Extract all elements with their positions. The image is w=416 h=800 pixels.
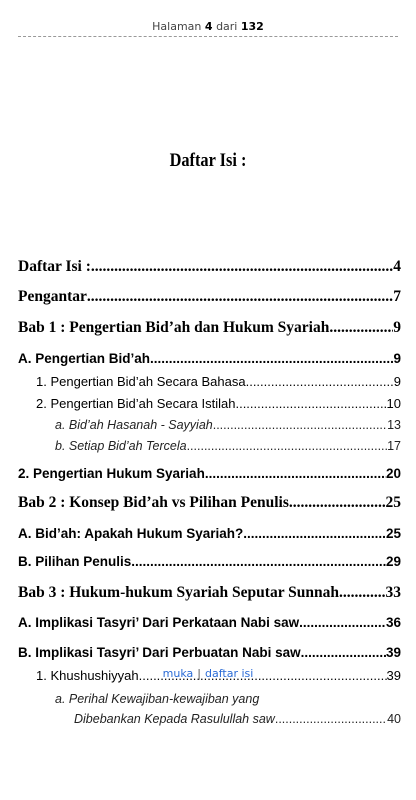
toc-entry-page: 7 (393, 288, 401, 305)
toc-entry-label: Daftar Isi : (18, 258, 91, 275)
toc-entry-bab-2[interactable] (18, 494, 401, 516)
toc-entry-page: 25 (385, 494, 401, 511)
current-page-number: 4 (204, 20, 213, 33)
toc-entry-section-a[interactable] (18, 351, 401, 373)
toc-dot-leader (246, 374, 394, 389)
toc-entry-section[interactable] (18, 526, 401, 548)
footer-separator: | (197, 667, 201, 680)
toc-entry-label: Bab 3 : Hukum-hukum Syariah Seputar Sunnah (18, 584, 340, 601)
toc-entry-label: B. Pilihan Penulis (18, 554, 132, 569)
toc-entry-page: 39 (386, 668, 401, 683)
toc-entry-page: 20 (385, 466, 401, 481)
page-label: Halaman (152, 20, 202, 33)
toc-entry-label: 2. Pengertian Bid’ah Secara Istilah (36, 396, 236, 411)
toc-entry-section[interactable] (18, 554, 401, 576)
toc-dot-leader (187, 439, 388, 453)
toc-dot-leader (299, 615, 386, 630)
toc-entry-subsubsection-first-line[interactable]: a. Perihal Kewajiban-kewajiban yang (55, 692, 260, 706)
total-pages-number: 132 (240, 20, 264, 33)
toc-entry-page: 40 (387, 712, 401, 726)
page-title: Daftar Isi : (169, 150, 247, 171)
toc-entry-subsubsection[interactable] (74, 712, 401, 734)
toc-entry-page: 9 (393, 319, 401, 336)
toc-dot-leader (275, 712, 387, 726)
toc-entry-page: 36 (385, 615, 401, 630)
toc-dot-leader (205, 466, 386, 481)
toc-entry-label: B. Implikasi Tasyri’ Dari Perbuatan Nabi saw (18, 645, 301, 660)
toc-entry-label: A. Implikasi Tasyri’ Dari Perkataan Nabi saw (18, 615, 300, 630)
toc-dot-leader (213, 418, 387, 432)
toc-dot-leader (91, 258, 393, 276)
toc-entry-label: Bab 2 : Konsep Bid’ah vs Pilihan Penulis (18, 494, 289, 511)
toc-entry-label: Bab 1 : Pengertian Bid’ah dan Hukum Syariah (18, 319, 330, 336)
header-divider (18, 36, 398, 37)
toc-entry-label: b. Setiap Bid’ah Tercela (55, 439, 187, 453)
toc-dot-leader (243, 526, 386, 541)
toc-entry-label: 1. Pengertian Bid’ah Secara Bahasa (36, 374, 246, 389)
toc-entry-label: A. Bid’ah: Apakah Hukum Syariah? (18, 526, 244, 541)
toc-entry-page: 29 (385, 554, 401, 569)
toc-entry-pengantar[interactable] (18, 288, 401, 310)
toc-entry-label-continuation: Dibebankan Kepada Rasulullah saw (74, 712, 275, 726)
toc-entry-page: 39 (385, 645, 401, 660)
page-header (0, 20, 416, 33)
toc-entry-page: 9 (393, 374, 401, 389)
toc-dot-leader (329, 319, 393, 337)
page-of-label: dari (216, 20, 238, 33)
toc-entry-subsection[interactable] (36, 374, 401, 396)
toc-entry-page: 17 (387, 439, 401, 453)
toc-entry-label: a. Bid’ah Hasanah - Sayyiah (55, 418, 213, 432)
toc-entry-daftar-isi[interactable] (18, 258, 401, 280)
toc-entry-section[interactable] (18, 466, 401, 488)
page-footer (0, 667, 416, 680)
toc-entry-bab-1[interactable] (18, 319, 401, 341)
toc-entry-label: 2. Pengertian Hukum Syariah (18, 466, 205, 481)
toc-entry-section[interactable] (18, 615, 401, 637)
toc-entry-subsection[interactable] (36, 396, 401, 418)
toc-dot-leader (87, 288, 393, 306)
toc-entry-page: 4 (393, 258, 401, 275)
toc-entry-page: 33 (385, 584, 401, 601)
toc-entry-subsubsection[interactable] (55, 418, 401, 440)
toc-entry-label: A. Pengertian Bid’ah (18, 351, 151, 366)
toc-entry-bab-3[interactable] (18, 584, 401, 606)
toc-dot-leader (339, 584, 385, 602)
toc-entry-section[interactable] (18, 645, 401, 667)
toc-dot-leader (235, 396, 386, 411)
toc-entry-page: 25 (385, 526, 401, 541)
toc-entry-subsubsection[interactable] (55, 439, 401, 461)
toc-entry-label: 1. Khushushiyyah (36, 668, 139, 683)
toc-entry-label: Pengantar (18, 288, 87, 305)
toc-dot-leader (150, 351, 393, 366)
toc-dot-leader (131, 554, 386, 569)
muka-link[interactable]: muka (162, 667, 194, 680)
toc-entry-page: 10 (386, 396, 401, 411)
toc-dot-leader (301, 645, 386, 660)
toc-entry-page: 13 (387, 418, 401, 432)
daftar-isi-link[interactable]: daftar isi (205, 667, 254, 680)
toc-entry-page: 9 (393, 351, 401, 366)
toc-dot-leader (289, 494, 386, 512)
